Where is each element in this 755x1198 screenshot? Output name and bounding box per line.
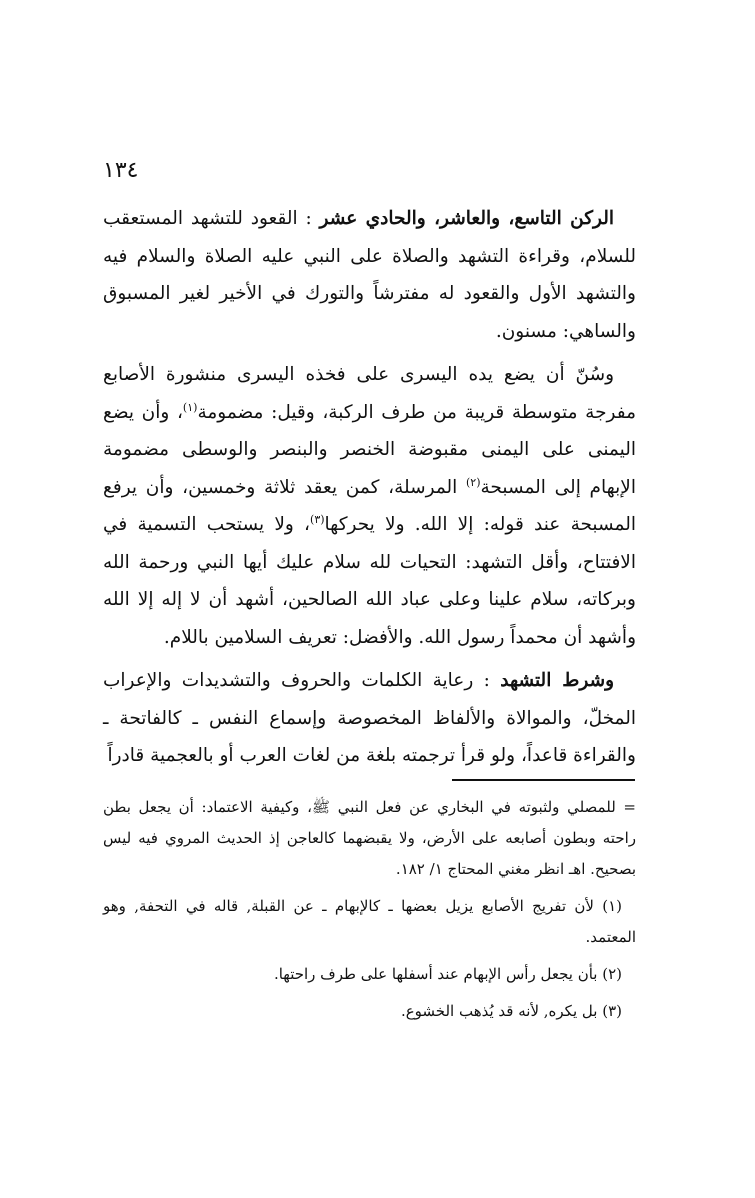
footnote-1: (١) لأن تفريج الأصابع يزيل بعضها ـ كالإبهام ـ عن القبلة, قاله في التحفة, وهو المعتمد. bbox=[103, 897, 636, 946]
hands-text-a: وسُنّ أن يضع يده اليسرى على فخذه اليسرى منشورة الأصابع مفرجة متوسطة قريبة من طرف الركبة، وقيل: مضمومة bbox=[103, 364, 636, 423]
paragraph-sunnah-hands bbox=[103, 356, 636, 656]
page-number: ١٣٤ bbox=[103, 158, 139, 183]
hands-text-b: ، وأن يضع اليمنى على اليمنى مقبوضة الخنصر والبنصر والوسطى مضمومة الإبهام إلى المسبحة bbox=[103, 401, 636, 498]
condition-heading: وشرط التشهد bbox=[500, 670, 615, 691]
footnote-divider bbox=[452, 779, 635, 781]
paragraph-tashahhud-condition bbox=[103, 662, 636, 775]
hands-text-d: ، ولا يستحب التسمية في الافتتاح، وأقل التشهد: التحيات لله سلام عليك أيها النبي ورحمة الله وبركاته، سلام علينا وعلى عباد الله الصالحين، أشهد أن لا إله إلا الله وأشهد أن محمداً رسول الله. والأفضل: تعريف السلامين باللام. bbox=[103, 514, 636, 648]
pillars-text: : القعود للتشهد المستعقب للسلام، وقراءة التشهد والصلاة على النبي عليه الصلاة والسلام فيه والتشهد الأول والقعود له مفترشاً والتورك في الأخير لغير المسبوق والساهي: مسنون. bbox=[103, 208, 636, 342]
footnotes bbox=[103, 792, 636, 1033]
footnote-ref-2[interactable]: (٢) bbox=[466, 475, 481, 489]
main-text bbox=[103, 200, 636, 781]
footnote-continuation: = للمصلي ولثبوته في البخاري عن فعل النبي ﷺ، وكيفية الاعتماد: أن يجعل بطن راحته وبطون أصابعه على الأرض، ولا يقبضهما كالعاجن إذ الحديث المروي فيه ليس بصحيح. اهـ انظر مغني المحتاج ١/ ١٨٢. bbox=[103, 798, 636, 878]
paragraph-pillars bbox=[103, 200, 636, 350]
footnote-ref-1[interactable]: (١) bbox=[182, 400, 198, 414]
hands-text-c: المرسلة، كمن يعقد ثلاثة وخمسين، وأن يرفع المسبحة عند قوله: إلا الله. ولا يحركها bbox=[103, 476, 636, 535]
footnote-3: (٣) بل يكره, لأنه قد يُذهب الخشوع. bbox=[400, 1002, 622, 1020]
footnote-2: (٢) بأن يجعل رأس الإبهام عند أسفلها على طرف راحتها. bbox=[273, 965, 622, 983]
footnote-ref-3[interactable]: (٣) bbox=[310, 512, 325, 526]
condition-text: : رعاية الكلمات والحروف والتشديدات والإعراب المخلّ، والموالاة والألفاظ المخصوصة وإسماع النفس ـ كالفاتحة ـ والقراءة قاعداً، ولو قرأ ترجمته بلغة من لغات العرب أو بالعجمية قادراً bbox=[103, 670, 636, 766]
pillars-heading: الركن التاسع، والعاشر، والحادي عشر bbox=[319, 208, 614, 229]
